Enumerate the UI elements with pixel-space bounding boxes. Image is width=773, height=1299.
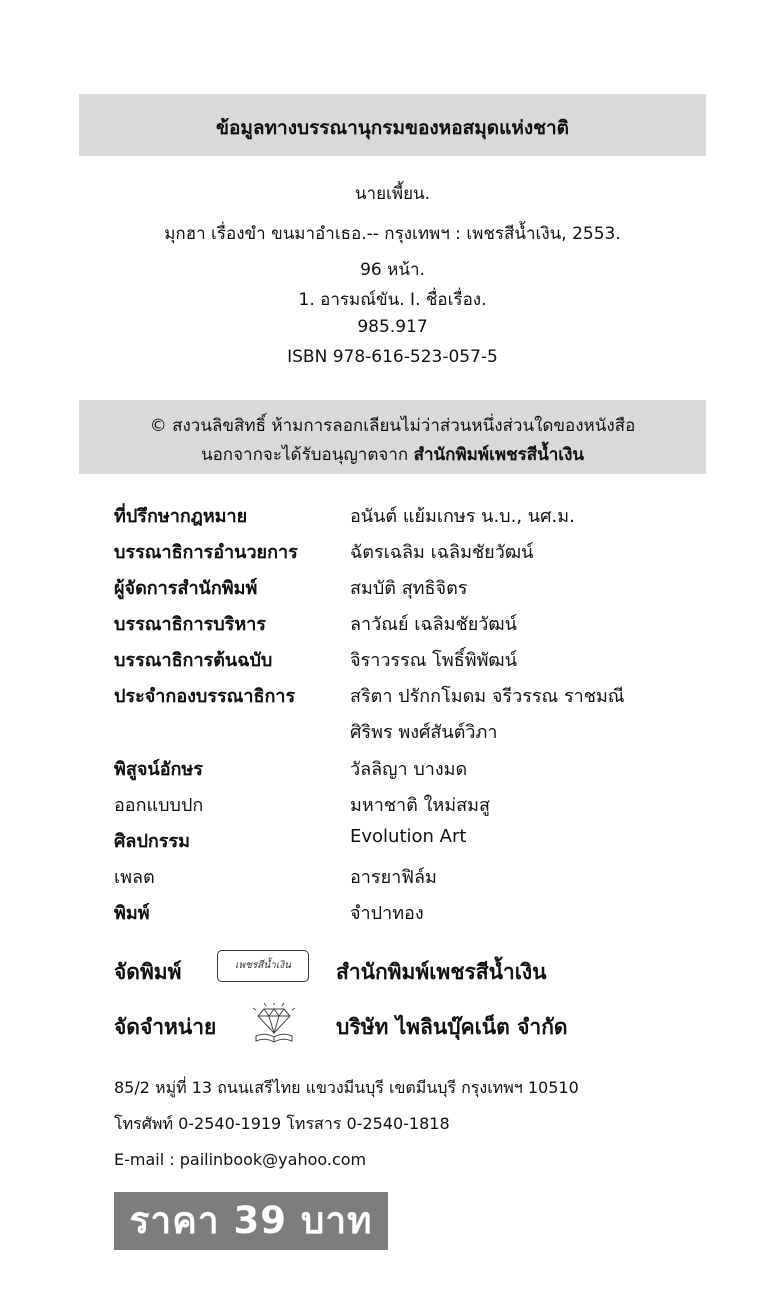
price-badge: ราคา 39 บาท bbox=[114, 1192, 388, 1250]
staff-row bbox=[114, 609, 714, 639]
staff-name: จำปาทอง bbox=[350, 903, 424, 924]
staff-row bbox=[114, 717, 714, 747]
publisher-row bbox=[114, 948, 714, 992]
staff-row bbox=[114, 898, 714, 928]
staff-role: พิสูจน์อักษร bbox=[114, 759, 203, 780]
staff-role: ศิลปกรรม bbox=[114, 831, 190, 852]
staff-role: บรรณาธิการบริหาร bbox=[114, 614, 266, 635]
diamond-book-icon bbox=[252, 1003, 296, 1045]
email-line: E-mail : pailinbook@yahoo.com bbox=[114, 1150, 367, 1169]
staff-row bbox=[114, 537, 714, 567]
staff-name: ศิริพร พงศ์สันต์วิภา bbox=[350, 722, 498, 743]
staff-name: ลาวัณย์ เฉลิมชัยวัฒน์ bbox=[350, 614, 517, 635]
staff-name: อารยาฟิล์ม bbox=[350, 867, 437, 888]
distributor-name: บริษัท ไพลินบุ๊คเน็ต จำกัด bbox=[336, 1015, 568, 1039]
distributor-row bbox=[114, 1003, 714, 1047]
copyright-line-1: © สงวนลิขสิทธิ์ ห้ามการลอกเลียนไม่ว่าส่วนหนึ่งส่วนใดของหนังสือ bbox=[149, 416, 636, 436]
distributor-label: จัดจำหน่าย bbox=[114, 1015, 217, 1039]
staff-role: ประจำกองบรรณาธิการ bbox=[114, 686, 296, 707]
staff-role: บรรณาธิการต้นฉบับ bbox=[114, 650, 273, 671]
staff-row bbox=[114, 790, 714, 820]
cip-title-line: มุกฮา เรื่องขำ ขนมาอำเธอ.-- กรุงเทพฯ : เพชรสีน้ำเงิน, 2553. bbox=[164, 224, 621, 244]
staff-role: ผู้จัดการสำนักพิมพ์ bbox=[114, 578, 258, 599]
cip-isbn: ISBN 978-616-523-057-5 bbox=[287, 347, 498, 367]
staff-row bbox=[114, 501, 714, 531]
copyright-line-2-prefix: นอกจากจะได้รับอนุญาตจาก bbox=[200, 445, 414, 465]
staff-name: มหาชาติ ใหม่สมสู bbox=[350, 795, 490, 816]
staff-row bbox=[114, 645, 714, 675]
publisher-name: สำนักพิมพ์เพชรสีน้ำเงิน bbox=[336, 960, 547, 984]
staff-name: จิราวรรณ โพธิ์พิพัฒน์ bbox=[350, 650, 518, 671]
staff-row bbox=[114, 826, 714, 856]
staff-role: บรรณาธิการอำนวยการ bbox=[114, 542, 298, 563]
staff-name: ฉัตรเฉลิม เฉลิมชัยวัฒน์ bbox=[350, 542, 534, 563]
copyright-line-2 bbox=[79, 441, 706, 468]
staff-role: เพลต bbox=[114, 867, 155, 888]
address-line: 85/2 หมู่ที่ 13 ถนนเสรีไทย แขวงมีนบุรี เขตมีนบุรี กรุงเทพฯ 10510 bbox=[114, 1078, 579, 1097]
publisher-label: จัดพิมพ์ bbox=[114, 960, 182, 984]
copyright-publisher-name: สำนักพิมพ์เพชรสีน้ำเงิน bbox=[413, 445, 585, 465]
staff-name: สริตา ปรักกโมดม จรีวรรณ ราชมณี bbox=[350, 686, 625, 707]
cip-classification: 985.917 bbox=[357, 317, 428, 337]
staff-name: Evolution Art bbox=[350, 826, 467, 847]
cip-subjects: 1. อารมณ์ขัน. I. ชื่อเรื่อง. bbox=[298, 290, 487, 310]
publisher-logo-text: เพชรสีน้ำเงิน bbox=[235, 960, 291, 971]
staff-row bbox=[114, 862, 714, 892]
cip-pages: 96 หน้า. bbox=[360, 260, 425, 280]
staff-role: ที่ปรึกษากฎหมาย bbox=[114, 506, 248, 527]
copyright-band bbox=[79, 400, 706, 474]
publisher-logo bbox=[217, 950, 309, 982]
cip-author: นายเพี้ยน. bbox=[354, 184, 431, 204]
cip-header-band bbox=[79, 94, 706, 156]
staff-row bbox=[114, 754, 714, 784]
staff-role: ออกแบบปก bbox=[114, 795, 204, 816]
staff-role: พิมพ์ bbox=[114, 903, 150, 924]
staff-name: อนันต์ แย้มเกษร น.บ., นศ.ม. bbox=[350, 506, 575, 527]
cip-heading: ข้อมูลทางบรรณานุกรมของหอสมุดแห่งชาติ bbox=[215, 117, 570, 139]
staff-name: สมบัติ สุทธิจิตร bbox=[350, 578, 468, 599]
staff-row bbox=[114, 573, 714, 603]
phone-fax-line: โทรศัพท์ 0-2540-1919 โทรสาร 0-2540-1818 bbox=[114, 1114, 450, 1133]
staff-row bbox=[114, 681, 714, 711]
staff-name: วัลลิญา บางมด bbox=[350, 759, 468, 780]
